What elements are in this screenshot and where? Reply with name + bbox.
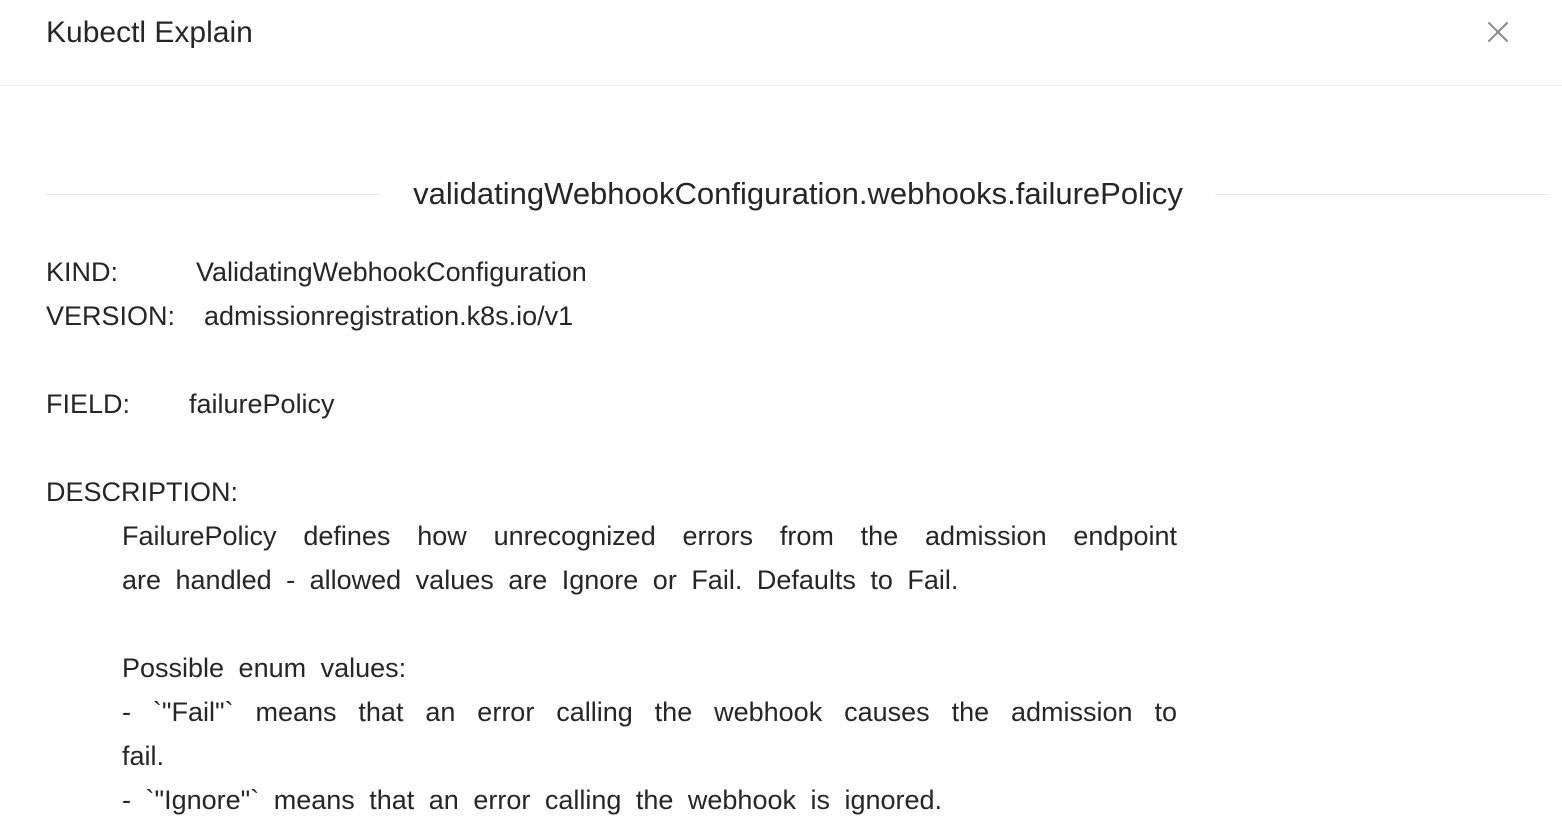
description-text [46, 514, 1177, 822]
close-icon [1486, 20, 1510, 44]
kind-label: KIND: [46, 257, 119, 287]
explain-output [46, 250, 1206, 822]
kind-value: ValidatingWebhookConfiguration [196, 257, 587, 287]
field-label: FIELD: [46, 389, 131, 419]
description-line: FailurePolicy defines how unrecognized errors from the admission endpoint [122, 521, 1177, 551]
field-value: failurePolicy [189, 389, 335, 419]
blank-line [46, 338, 1206, 382]
description-line: Possible enum values: [122, 653, 407, 683]
description-line: - `"Fail"` means that an error calling the webhook causes the admission to [122, 697, 1177, 727]
description-line: are handled - allowed values are Ignore or Fail. Defaults to Fail. [122, 565, 959, 595]
blank-line [46, 426, 1206, 470]
description-label: DESCRIPTION: [46, 477, 239, 507]
description-line: - `"Ignore"` means that an error calling the webhook is ignored. [122, 785, 943, 815]
kind-row [46, 250, 1206, 294]
path-title: validatingWebhookConfiguration.webhooks.failurePolicy [413, 176, 1183, 211]
modal-title: Kubectl Explain [46, 16, 253, 49]
path-divider [46, 170, 1550, 218]
close-button[interactable] [1480, 14, 1516, 50]
version-label: VERSION: [46, 301, 176, 331]
description-line: fail. [122, 741, 165, 771]
version-value: admissionregistration.k8s.io/v1 [204, 301, 574, 331]
divider-line-left [46, 194, 381, 195]
description-line [122, 602, 1177, 646]
modal-header [0, 0, 1562, 86]
version-row [46, 294, 1206, 338]
divider-line-right [1215, 194, 1550, 195]
field-row [46, 382, 1206, 426]
